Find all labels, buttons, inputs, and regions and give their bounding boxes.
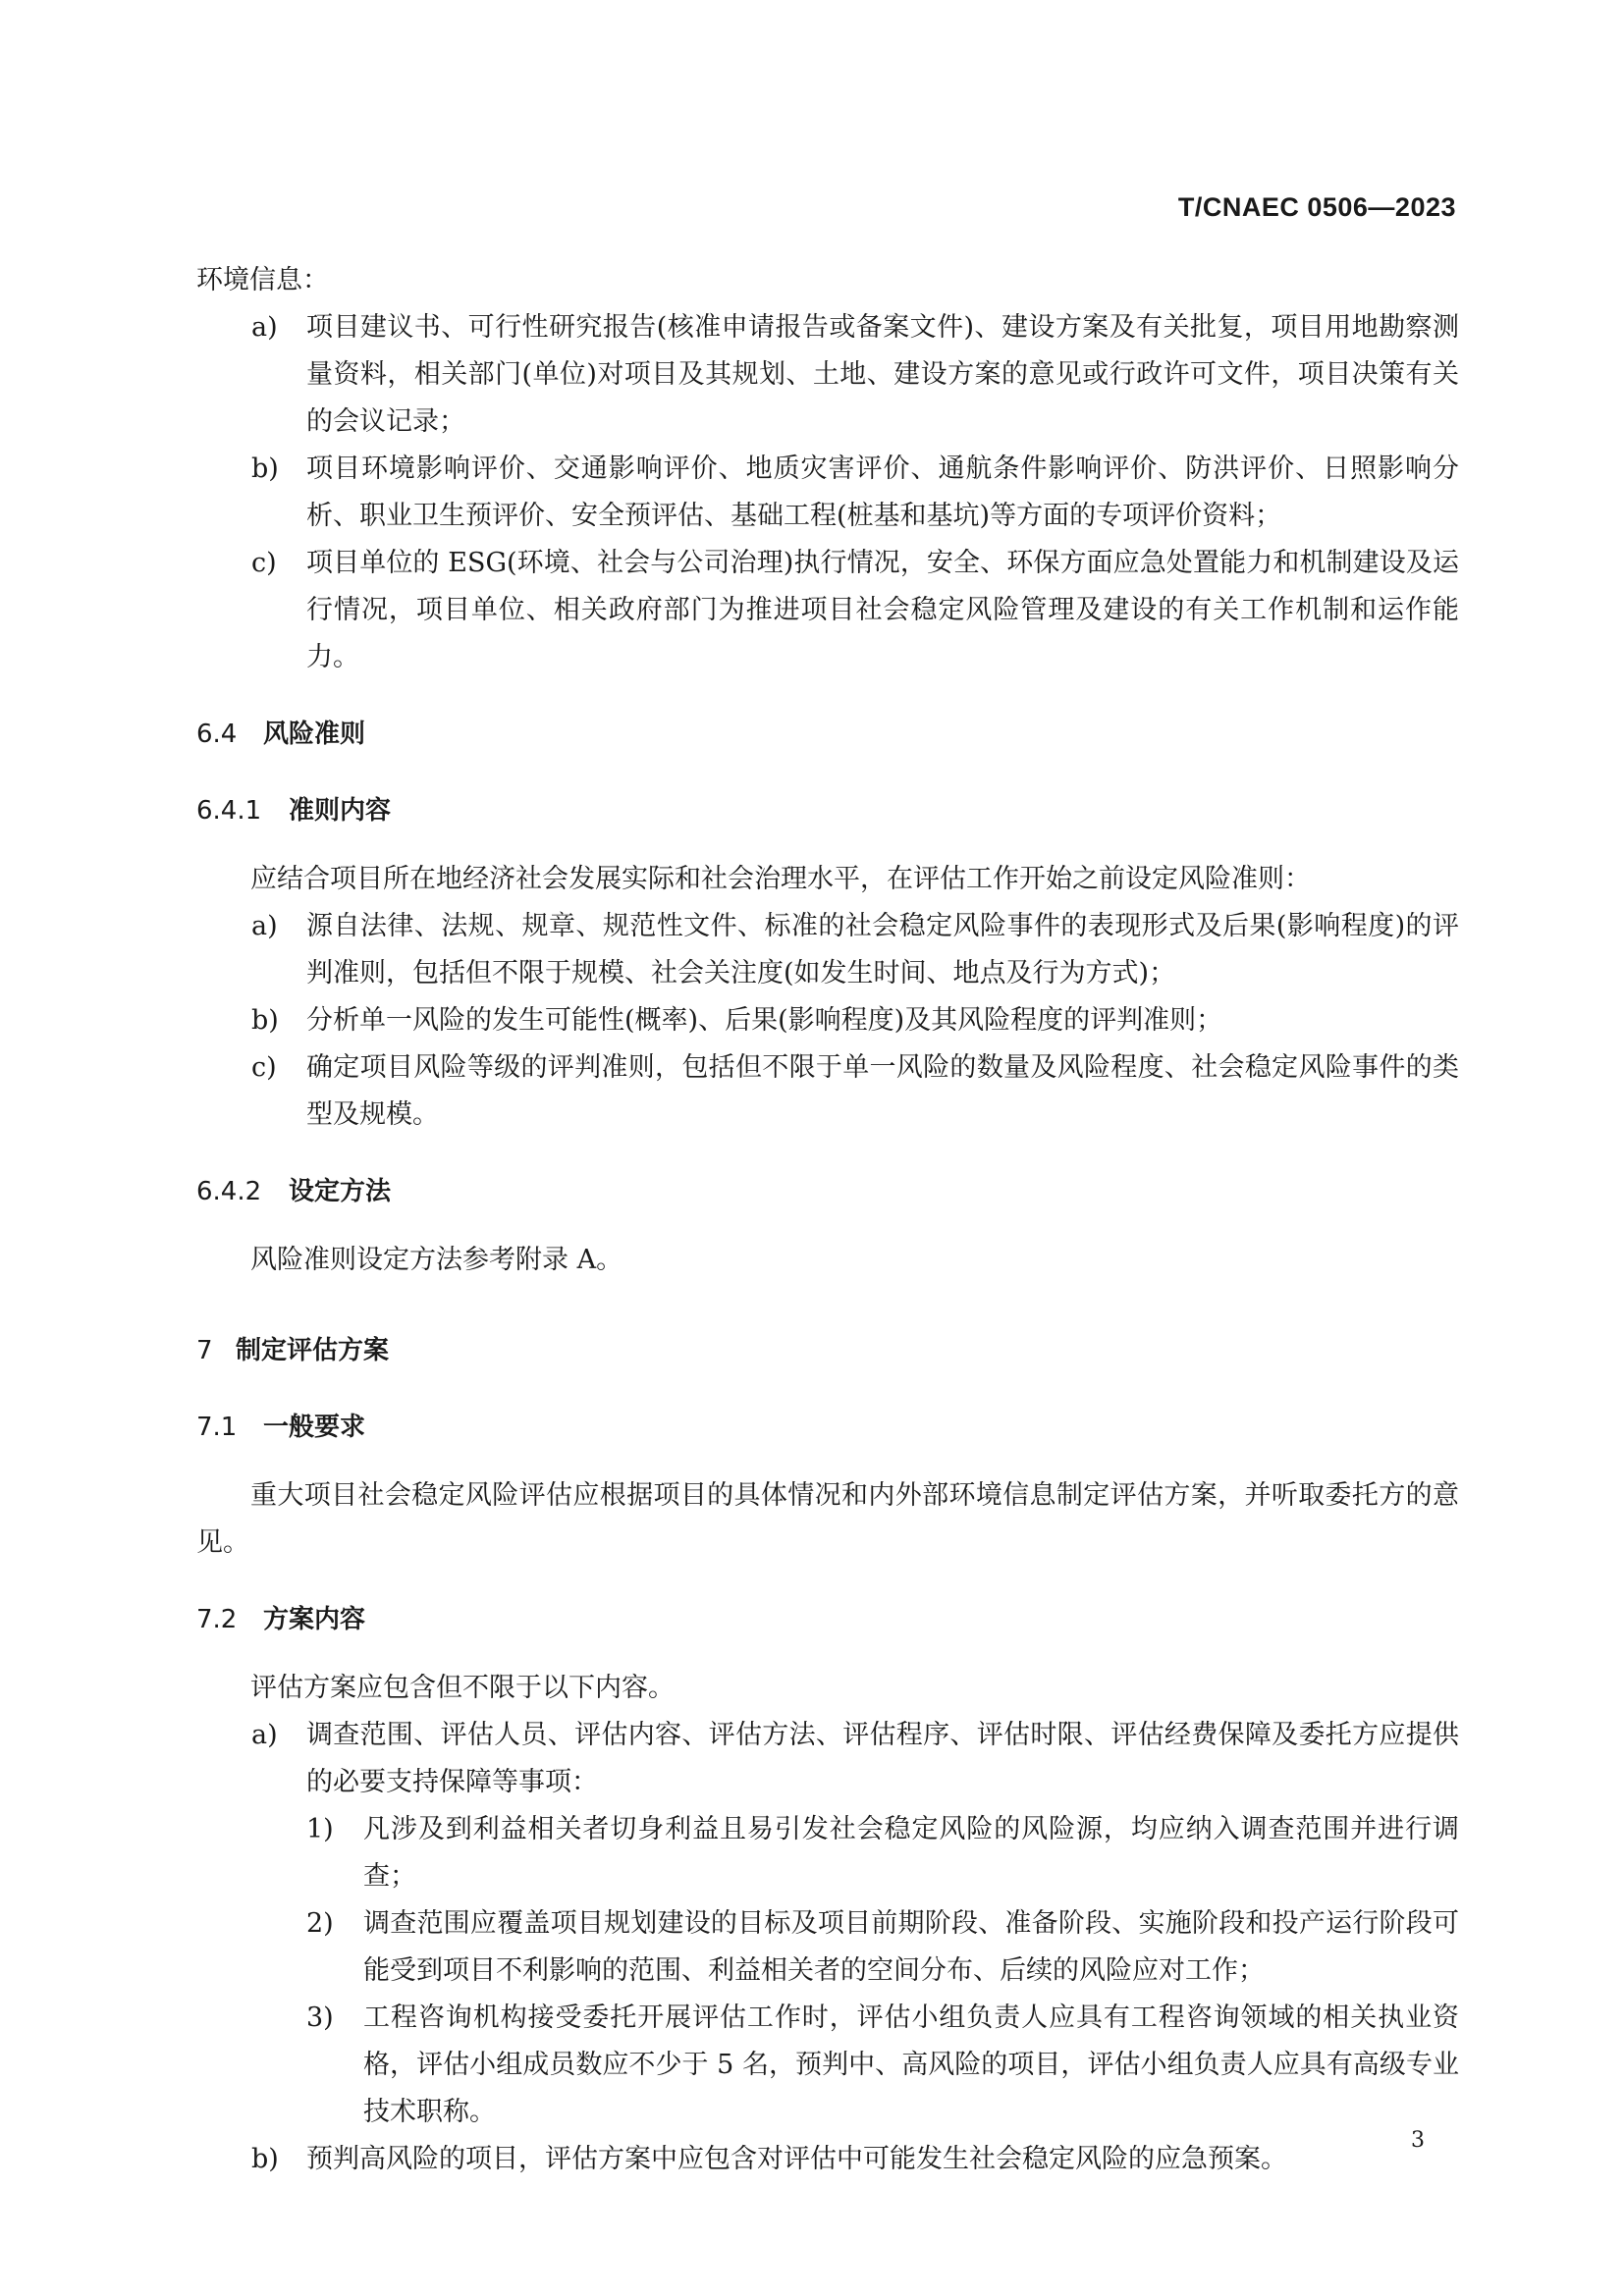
paragraph-criteria-intro: 应结合项目所在地经济社会发展实际和社会治理水平，在评估工作开始之前设定风险准则： [250,864,1311,894]
section-title: 制定评估方案 [236,1336,390,1365]
section-number: 7 [196,1336,213,1365]
paragraph-plan-intro: 评估方案应包含但不限于以下内容。 [250,1673,675,1703]
list-marker: c) [251,548,277,578]
heading-7 [196,1327,1459,1374]
list-item-text: 项目建议书、可行性研究报告(核准申请报告或备案文件)、建设方案及有关批复，项目用地勘察测量资料，相关部门(单位)对项目及其规划、土地、建设方案的意见或行政许可文件，项目决策有关的会议记录； [306,312,1459,437]
list-item-env-c [196,540,1459,681]
list-item-env-a [196,304,1459,446]
list-marker: b) [251,1005,279,1036]
list-item-text: 预判高风险的项目，评估方案中应包含对评估中可能发生社会稳定风险的应急预案。 [306,2144,1287,2174]
list-marker: 2) [306,1908,334,1939]
heading-6-4-2 [196,1168,1459,1215]
list-marker: a) [251,911,278,941]
list-item-text: 项目单位的 ESG(环境、社会与公司治理)执行情况，安全、环保方面应急处置能力和机制建设及运行情况，项目单位、相关政府部门为推进项目社会稳定风险管理及建设的有关工作机制和运作能力。 [306,548,1459,672]
page-body [196,257,1459,2183]
list-marker: c) [251,1052,277,1083]
section-number: 6.4.1 [196,796,262,826]
list-item-text: 工程咨询机构接受委托开展评估工作时，评估小组负责人应具有工程咨询领域的相关执业资格，评估小组成员数应不少于 5 名，预判中、高风险的项目，评估小组负责人应具有高级专业技术职称。 [363,2002,1459,2127]
list-marker: b) [251,2144,279,2174]
list-item-env-b [196,446,1459,540]
list-item-criteria-a [196,903,1459,997]
list-marker: a) [251,1720,278,1750]
section-title: 设定方法 [289,1177,392,1206]
heading-6-4-1 [196,787,1459,834]
section-title: 准则内容 [289,796,392,826]
heading-7-2 [196,1596,1459,1643]
list-item-text: 项目环境影响评价、交通影响评价、地质灾害评价、通航条件影响评价、防洪评价、日照影响分析、职业卫生预评价、安全预评估、基础工程(桩基和基坑)等方面的专项评价资料； [306,454,1459,531]
list-item-criteria-c [196,1044,1459,1139]
list-marker: 3) [306,2002,334,2033]
list-item-text: 凡涉及到利益相关者切身利益且易引发社会稳定风险的风险源，均应纳入调查范围并进行调查； [363,1814,1459,1892]
section-title: 方案内容 [263,1605,366,1634]
list-item-text: 源自法律、法规、规章、规范性文件、标准的社会稳定风险事件的表现形式及后果(影响程度)的评判准则，包括但不限于规模、社会关注度(如发生时间、地点及行为方式)； [306,911,1459,988]
section-number: 7.1 [196,1413,238,1442]
list-item-text: 分析单一风险的发生可能性(概率)、后果(影响程度)及其风险程度的评判准则； [306,1005,1223,1036]
heading-6-4 [196,711,1459,758]
document-code: T/CNAEC 0506—2023 [1177,192,1456,222]
section-title: 风险准则 [263,720,366,749]
list-item-plan-a-1 [196,1806,1459,1900]
paragraph-method: 风险准则设定方法参考附录 A。 [250,1245,623,1275]
list-item-plan-a-3 [196,1995,1459,2136]
list-item-text: 确定项目风险等级的评判准则，包括但不限于单一风险的数量及风险程度、社会稳定风险事件的类型及规模。 [306,1052,1459,1130]
paragraph-general-requirements: 重大项目社会稳定风险评估应根据项目的具体情况和内外部环境信息制定评估方案，并听取委托方的意见。 [196,1480,1459,1558]
list-marker: 1) [306,1814,334,1844]
list-marker: a) [251,312,278,343]
section-number: 6.4 [196,720,238,749]
paragraph-env-info-tail: 环境信息： [196,265,329,295]
list-item-plan-b [196,2136,1459,2183]
heading-7-1 [196,1404,1459,1451]
list-item-plan-a-2 [196,1900,1459,1995]
list-item-text: 调查范围应覆盖项目规划建设的目标及项目前期阶段、准备阶段、实施阶段和投产运行阶段可能受到项目不利影响的范围、利益相关者的空间分布、后续的风险应对工作； [363,1908,1459,1986]
list-item-plan-a [196,1712,1459,1806]
list-item-criteria-b [196,997,1459,1044]
section-number: 6.4.2 [196,1177,262,1206]
list-marker: b) [251,454,279,484]
section-number: 7.2 [196,1605,238,1634]
page-number: 3 [1411,2128,1425,2153]
list-item-text: 调查范围、评估人员、评估内容、评估方法、评估程序、评估时限、评估经费保障及委托方应提供的必要支持保障等事项： [306,1720,1459,1797]
section-title: 一般要求 [263,1413,366,1442]
